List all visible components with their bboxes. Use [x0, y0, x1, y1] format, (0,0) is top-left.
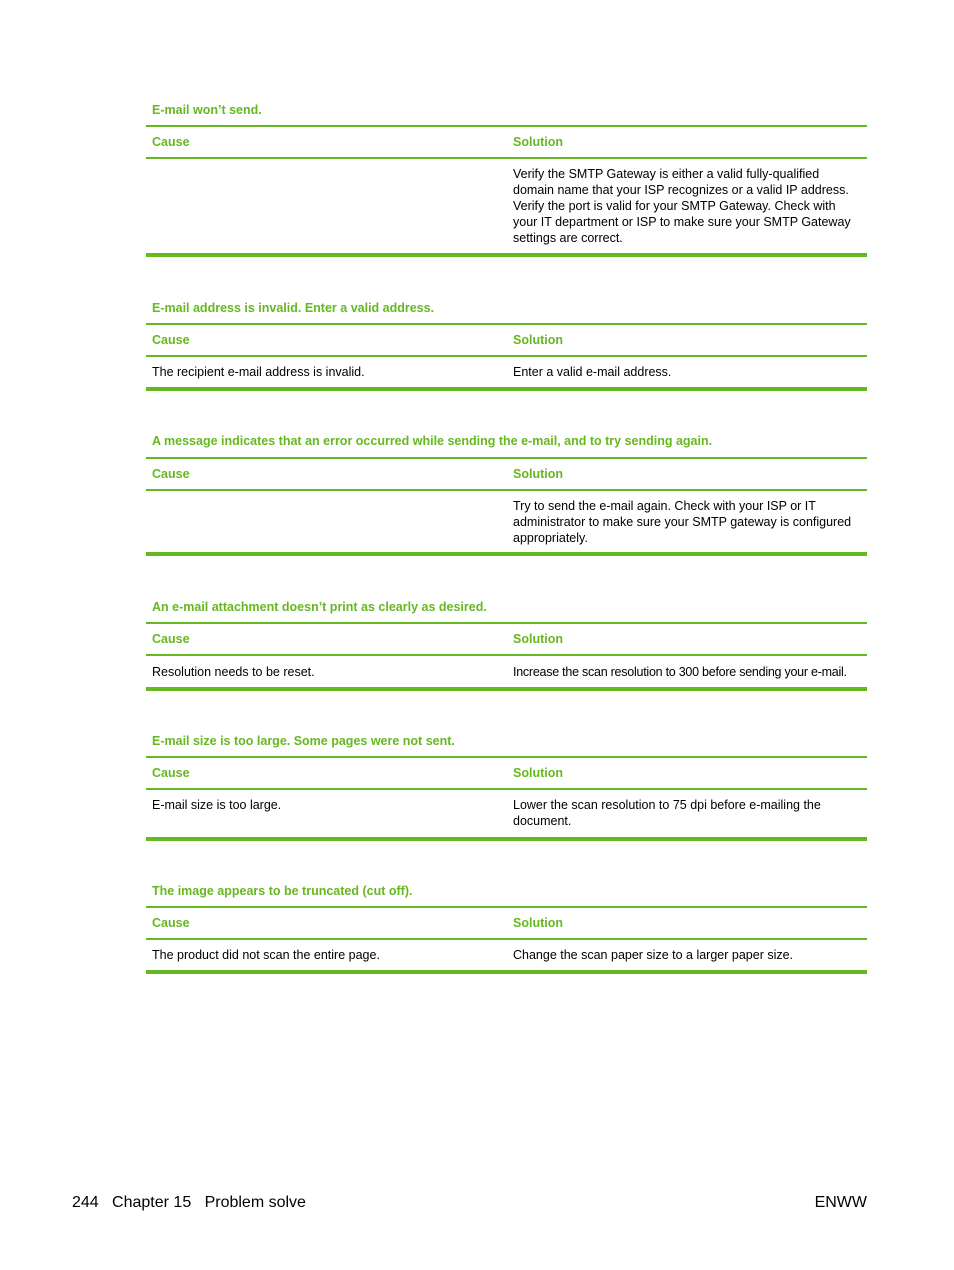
table-bottom-rule: [146, 387, 867, 391]
section-title: A message indicates that an error occurred while sending the e-mail, and to try sending again.: [152, 434, 713, 448]
header-rule: [146, 938, 867, 940]
solution-header: Solution: [513, 916, 563, 930]
cause-cell: Resolution needs to be reset.: [152, 665, 315, 679]
cause-cell: The product did not scan the entire page.: [152, 948, 380, 962]
cause-header: Cause: [152, 632, 190, 646]
section-size-too-large: [146, 734, 867, 843]
cause-header: Cause: [152, 916, 190, 930]
solution-header: Solution: [513, 135, 563, 149]
solution-header: Solution: [513, 333, 563, 347]
chapter-label: Chapter 15: [112, 1194, 192, 1211]
solution-header: Solution: [513, 632, 563, 646]
section-title: E-mail won’t send.: [152, 103, 262, 117]
section-send-error: [146, 434, 867, 559]
table-top-rule: [146, 125, 867, 127]
header-rule: [146, 654, 867, 656]
solution-cell: Try to send the e-mail again. Check with your ISP or IT administrator to make sure your SMTP gateway is configured appropriately.: [513, 499, 852, 545]
section-attachment-print: [146, 600, 867, 693]
table-top-rule: [146, 457, 867, 459]
section-title: E-mail address is invalid. Enter a valid address.: [152, 301, 435, 315]
cause-cell: E-mail size is too large.: [152, 798, 282, 812]
cause-header: Cause: [152, 333, 190, 347]
solution-cell: Increase the scan resolution to 300 before sending your e-mail.: [513, 665, 847, 679]
section-title: An e-mail attachment doesn’t print as clearly as desired.: [152, 600, 487, 614]
solution-header: Solution: [513, 467, 563, 481]
solution-cell: Verify the SMTP Gateway is either a valid fully-qualified domain name that your ISP recognizes or a valid IP address. Verify the port is valid for your SMTP Gateway. Check with your IT department or ISP to make sure your SMTP Gateway settings are correct.: [513, 167, 851, 245]
header-rule: [146, 355, 867, 357]
table-top-rule: [146, 756, 867, 758]
section-invalid-address: [146, 301, 867, 393]
solution-header: Solution: [513, 766, 563, 780]
solution-cell: Change the scan paper size to a larger paper size.: [513, 948, 794, 962]
header-rule: [146, 157, 867, 159]
section-title: E-mail size is too large. Some pages were not sent.: [152, 734, 455, 748]
section-title: The image appears to be truncated (cut off).: [152, 884, 413, 898]
section-email-wont-send: [146, 103, 867, 259]
page-footer-left: [72, 1194, 306, 1212]
table-bottom-rule: [146, 970, 867, 974]
cause-header: Cause: [152, 766, 190, 780]
header-rule: [146, 788, 867, 790]
cause-header: Cause: [152, 135, 190, 149]
cause-cell: The recipient e-mail address is invalid.: [152, 365, 365, 379]
section-image-truncated: [146, 884, 867, 976]
header-rule: [146, 489, 867, 491]
table-top-rule: [146, 323, 867, 325]
page-footer-right: ENWW: [814, 1194, 867, 1211]
cause-header: Cause: [152, 467, 190, 481]
table-top-rule: [146, 622, 867, 624]
table-bottom-rule: [146, 837, 867, 841]
chapter-title: Problem solve: [204, 1194, 306, 1211]
table-bottom-rule: [146, 253, 867, 257]
table-top-rule: [146, 906, 867, 908]
page-number: 244: [72, 1194, 99, 1211]
solution-cell: Lower the scan resolution to 75 dpi before e-mailing the document.: [513, 798, 821, 828]
solution-cell: Enter a valid e-mail address.: [513, 365, 672, 379]
table-bottom-rule: [146, 552, 867, 556]
table-bottom-rule: [146, 687, 867, 691]
